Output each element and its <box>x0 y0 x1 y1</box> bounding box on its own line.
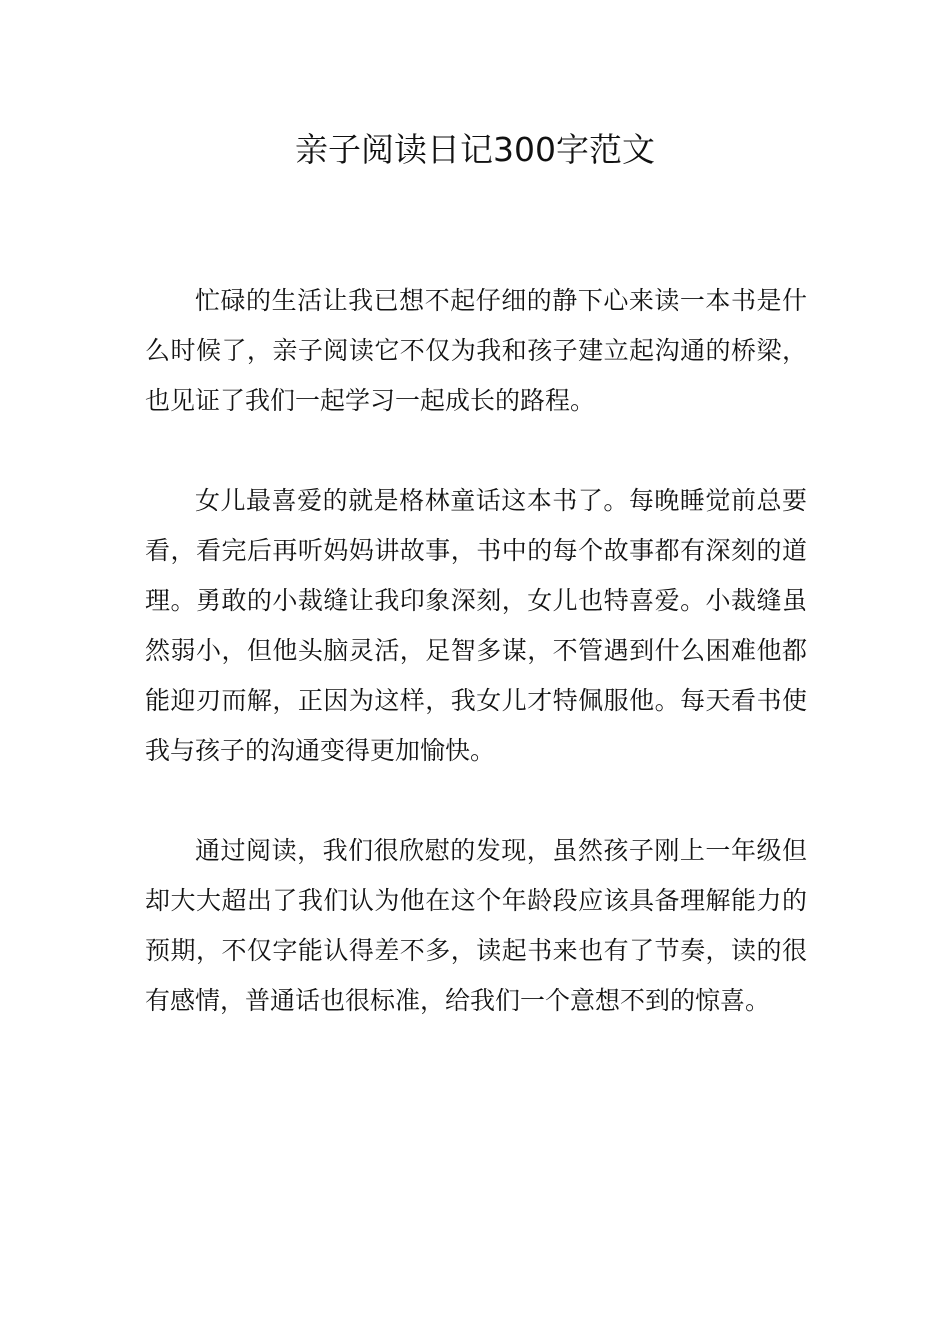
paragraph-3: 通过阅读，我们很欣慰的发现，虽然孩子刚上一年级但却大大超出了我们认为他在这个年龄段应该具备理解能力的预期，不仅字能认得差不多，读起书来也有了节奏，读的很有感情，普通话也很标准，给我们一个意想不到的惊喜。 <box>145 836 807 1015</box>
document-title: 亲子阅读日记300字范文 <box>295 130 655 169</box>
paragraph-2: 女儿最喜爱的就是格林童话这本书了。每晚睡觉前总要看，看完后再听妈妈讲故事，书中的每个故事都有深刻的道理。勇敢的小裁缝让我印象深刻，女儿也特喜爱。小裁缝虽然弱小，但他头脑灵活，足智多谋，不管遇到什么困难他都能迎刃而解，正因为这样，我女儿才特佩服他。每天看书使我与孩子的沟通变得更加愉快。 <box>145 486 807 765</box>
document-body <box>145 276 807 1076</box>
paragraph-1: 忙碌的生活让我已想不起仔细的静下心来读一本书是什么时候了，亲子阅读它不仅为我和孩子建立起沟通的桥梁，也见证了我们一起学习一起成长的路程。 <box>145 286 807 415</box>
